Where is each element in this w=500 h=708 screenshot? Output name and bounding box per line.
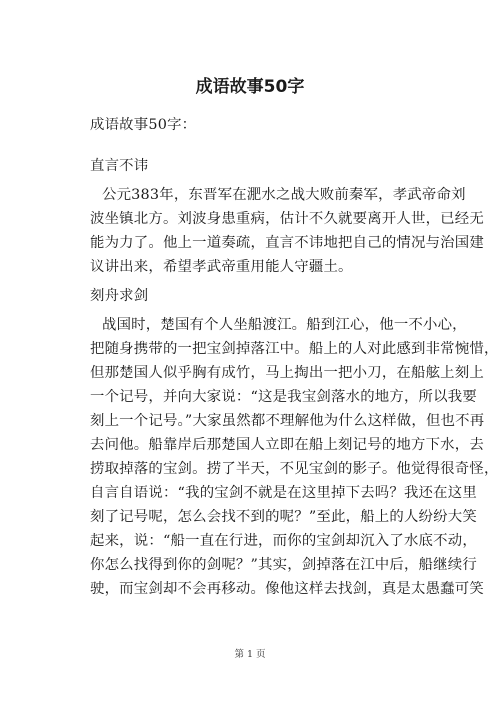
- paragraph-line: 公元383年，东晋军在淝水之战大败前秦军，孝武帝命刘: [102, 187, 466, 203]
- paragraph-line: 刻了记号呢，怎么会找不到的呢？”至此，船上的人纷纷大笑: [90, 509, 477, 525]
- paragraph-line: 把随身携带的一把宝剑掉落江中。船上的人对此感到非常惋惜，: [90, 341, 499, 357]
- paragraph-2: [90, 313, 499, 601]
- paragraph-line: 能为力了。他上一道奏疏，直言不讳地把自己的情况与治国建: [90, 235, 484, 251]
- section-heading-2: 刻舟求剑: [90, 288, 149, 304]
- paragraph-line: 去问他。船靠岸后那楚国人立即在船上刻记号的地方下水，去: [90, 437, 484, 453]
- paragraph-line: 议讲出来，希望孝武帝重用能人守疆土。: [90, 259, 353, 275]
- paragraph-line: 起来，说：“船一直在行进，而你的宝剑却沉入了水底不动，: [90, 533, 477, 549]
- intro-line: 成语故事50字：: [90, 117, 197, 133]
- paragraph-line: 但那楚国人似乎胸有成竹，马上掏出一把小刀，在船舷上刻上: [90, 365, 484, 381]
- paragraph-line: 战国时，楚国有个人坐船渡江。船到江心，他一不小心，: [102, 317, 467, 333]
- paragraph-line: 刻上一个记号。”大家虽然都不理解他为什么这样做，但也不再: [90, 413, 485, 429]
- document-body: [90, 113, 499, 601]
- document-title: 成语故事50字: [195, 77, 305, 97]
- paragraph-line: 一个记号，并向大家说：“这是我宝剑落水的地方，所以我要: [90, 389, 477, 405]
- page-number: 第 1 页: [234, 649, 266, 660]
- paragraph-line: 自言自语说：“我的宝剑不就是在这里掉下去吗？我还在这里: [90, 485, 477, 501]
- paragraph-line: 你怎么找得到你的剑呢？”其实，剑掉落在江中后，船继续行: [90, 557, 477, 573]
- paragraph-line: 捞取掉落的宝剑。捞了半天，不见宝剑的影子。他觉得很奇怪，: [90, 461, 499, 477]
- paragraph-line: 波坐镇北方。刘波身患重病，估计不久就要离开人世，已经无: [90, 211, 484, 227]
- section-heading-1: 直言不讳: [90, 158, 149, 174]
- paragraph-line: 驶，而宝剑却不会再移动。像他这样去找剑，真是太愚蠢可笑: [90, 581, 484, 597]
- paragraph-1: [90, 183, 484, 279]
